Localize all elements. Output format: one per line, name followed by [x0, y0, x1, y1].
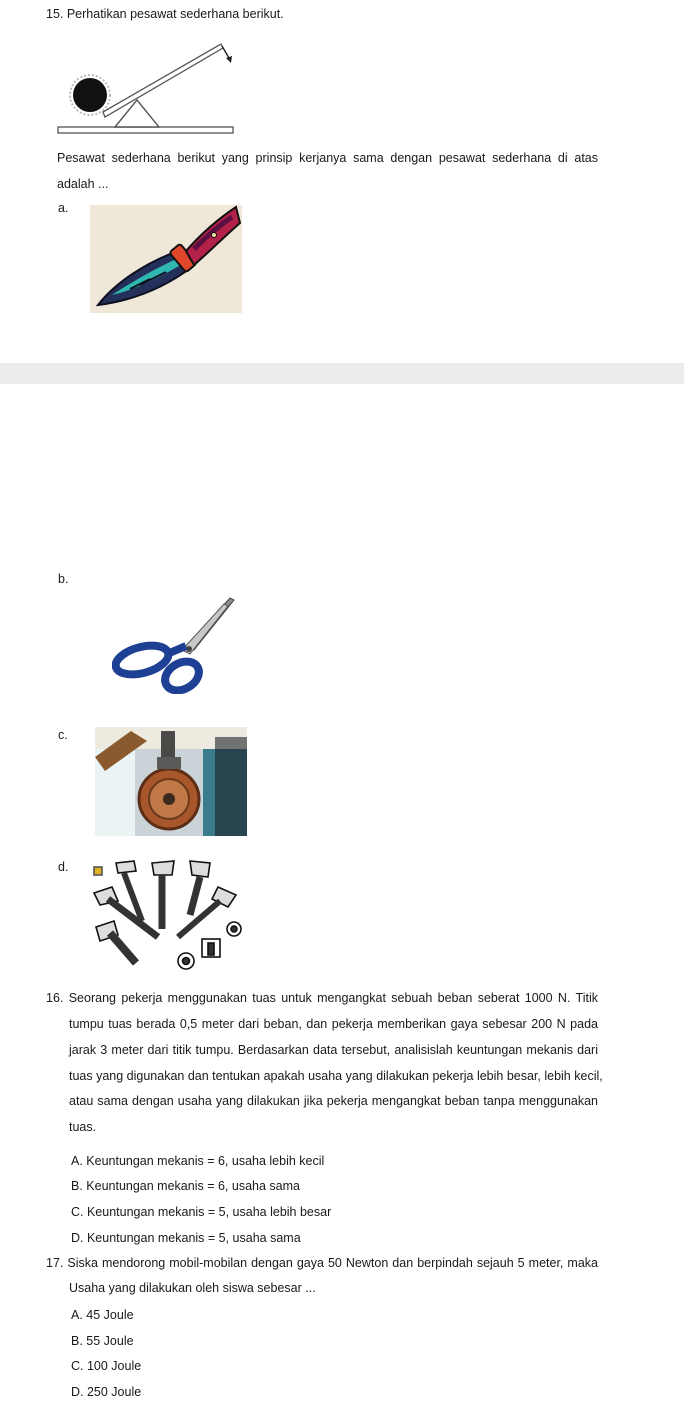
q15-option-c-label: c.: [58, 728, 68, 742]
q17-option-c: C. 100 Joule: [71, 1359, 142, 1373]
knife-icon: [90, 205, 242, 313]
q17-option-a: A. 45 Joule: [71, 1308, 134, 1322]
q15-heading: 15. Perhatikan pesawat sederhana berikut.: [46, 7, 284, 21]
q17-option-b: B. 55 Joule: [71, 1334, 134, 1348]
q15-question-line2: adalah ...: [57, 177, 109, 191]
lever-diagram: [55, 38, 240, 136]
q17-option-d: D. 250 Joule: [71, 1385, 142, 1399]
q16-option-a: A. Keuntungan mekanis = 6, usaha lebih kecil: [71, 1154, 325, 1168]
pulley-icon: [95, 727, 247, 836]
q16-option-c: C. Keuntungan mekanis = 5, usaha lebih besar: [71, 1205, 332, 1219]
q16-line4: tuas yang digunakan dan tentukan apakah usaha yang dilakukan pekerja lebih besar, lebih kecil,: [69, 1069, 603, 1083]
q15-option-b-label: b.: [58, 572, 69, 586]
q16-line3: jarak 3 meter dari titik tumpu. Berdasarkan data tersebut, analisislah keuntungan mekanis dari: [69, 1043, 598, 1057]
q15-option-a-label: a.: [58, 201, 69, 215]
q16-option-b: B. Keuntungan mekanis = 6, usaha sama: [71, 1179, 300, 1193]
q16-line2: tumpu tuas berada 0,5 meter dari beban, dan pekerja memberikan gaya sebesar 200 N pada: [69, 1017, 598, 1031]
q16-line1: 16. Seorang pekerja menggunakan tuas untuk mengangkat sebuah beban seberat 1000 N. Titik: [46, 991, 598, 1005]
q15-question-line1: Pesawat sederhana berikut yang prinsip kerjanya sama dengan pesawat sederhana di atas: [57, 151, 598, 165]
q16-line6: tuas.: [69, 1120, 97, 1134]
screws-icon: [90, 857, 250, 972]
q17-line2: Usaha yang dilakukan oleh siswa sebesar ...: [69, 1281, 316, 1295]
scissors-icon: [112, 594, 240, 694]
q16-option-d: D. Keuntungan mekanis = 5, usaha sama: [71, 1231, 301, 1245]
q15-option-d-label: d.: [58, 860, 69, 874]
q16-line5: atau sama dengan usaha yang dilakukan jika pekerja mengangkat beban tanpa menggunakan: [69, 1094, 598, 1108]
page-break: [0, 363, 684, 384]
q17-line1: 17. Siska mendorong mobil-mobilan dengan gaya 50 Newton dan berpindah sejauh 5 meter, maka: [46, 1256, 598, 1270]
